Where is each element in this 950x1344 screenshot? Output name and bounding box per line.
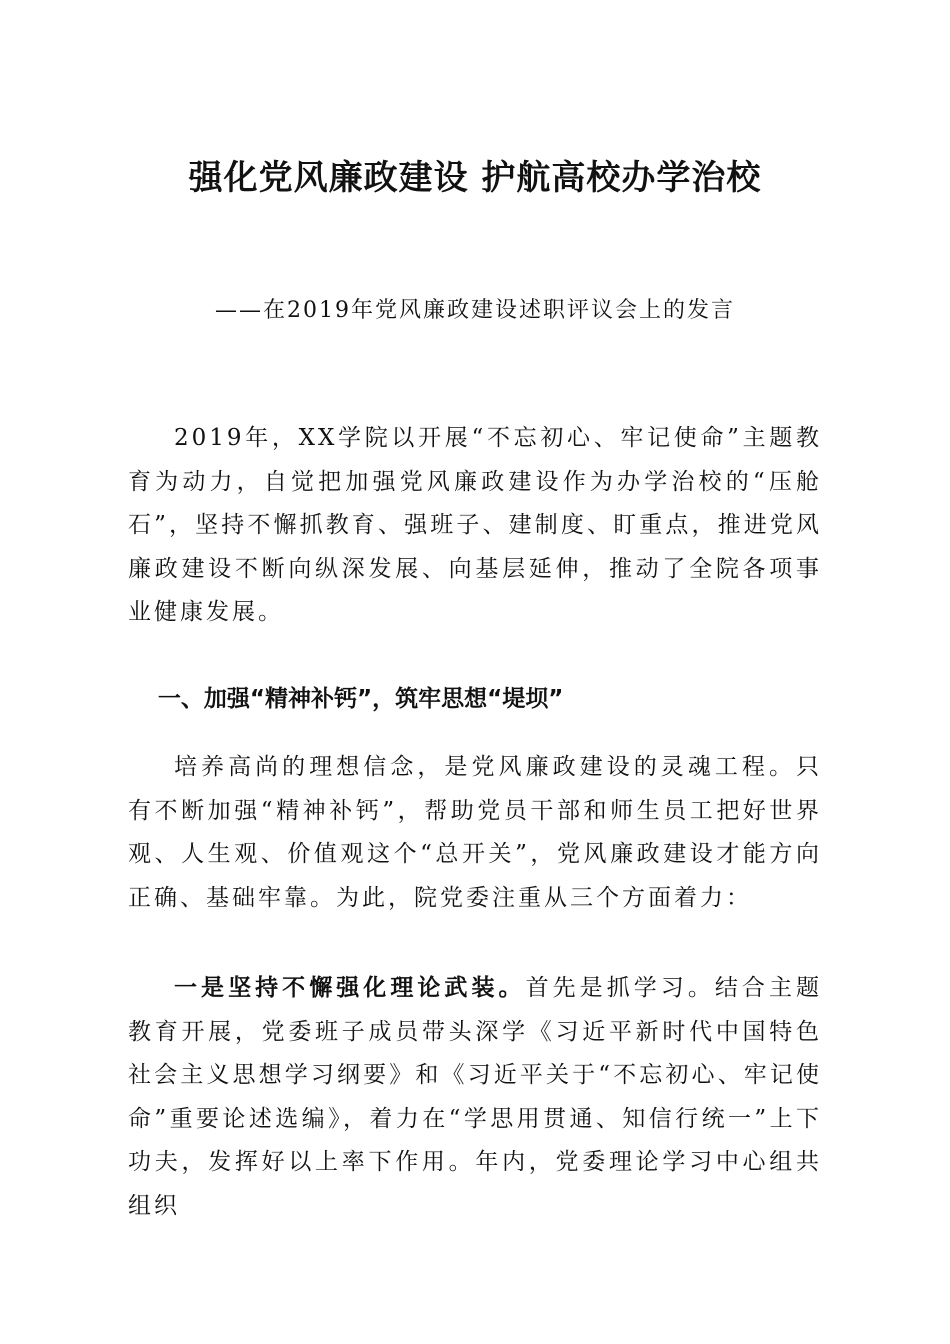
document-subtitle: ——在2019年党风廉政建设述职评议会上的发言 bbox=[215, 298, 735, 323]
point-1-text: 首先是抓学习。结合主题教育开展，党委班子成员带头深学《习近平新时代中国特色社会主义思想学习纲要》和《习近平关于“不忘初心、牢记使命”重要论述选编》，着力在“学思用贯通、知信行统一”上下功夫，发挥好以上率下作用。年内，党委理论学习中心组共组织 bbox=[128, 975, 823, 1219]
section-heading-1: 一、加强“精神补钙”，筑牢思想“堤坝” bbox=[157, 686, 564, 712]
section-1-paragraph: 培养高尚的理想信念，是党风廉政建设的灵魂工程。只有不断加强“精神补钙”，帮助党员干部和师生员工把好世界观、人生观、价值观这个“总开关”，党风廉政建设才能方向正确、基础牢靠。为此，院党委注重从三个方面着力： bbox=[128, 754, 822, 911]
point-1-lead: 一是坚持不懈强化理论武装。 bbox=[174, 974, 526, 1001]
section-1-point-1 bbox=[128, 966, 822, 1228]
intro-paragraph: 2019年，XX学院以开展“不忘初心、牢记使命”主题教育为动力，自觉把加强党风廉政建设作为办学治校的“压舱石”，坚持不懈抓教育、强班子、建制度、盯重点，推进党风廉政建设不断向纵深发展、向基层延伸，推动了全院各项事业健康发展。 bbox=[128, 425, 822, 625]
document-title: 强化党风廉政建设 护航高校办学治校 bbox=[188, 158, 762, 198]
